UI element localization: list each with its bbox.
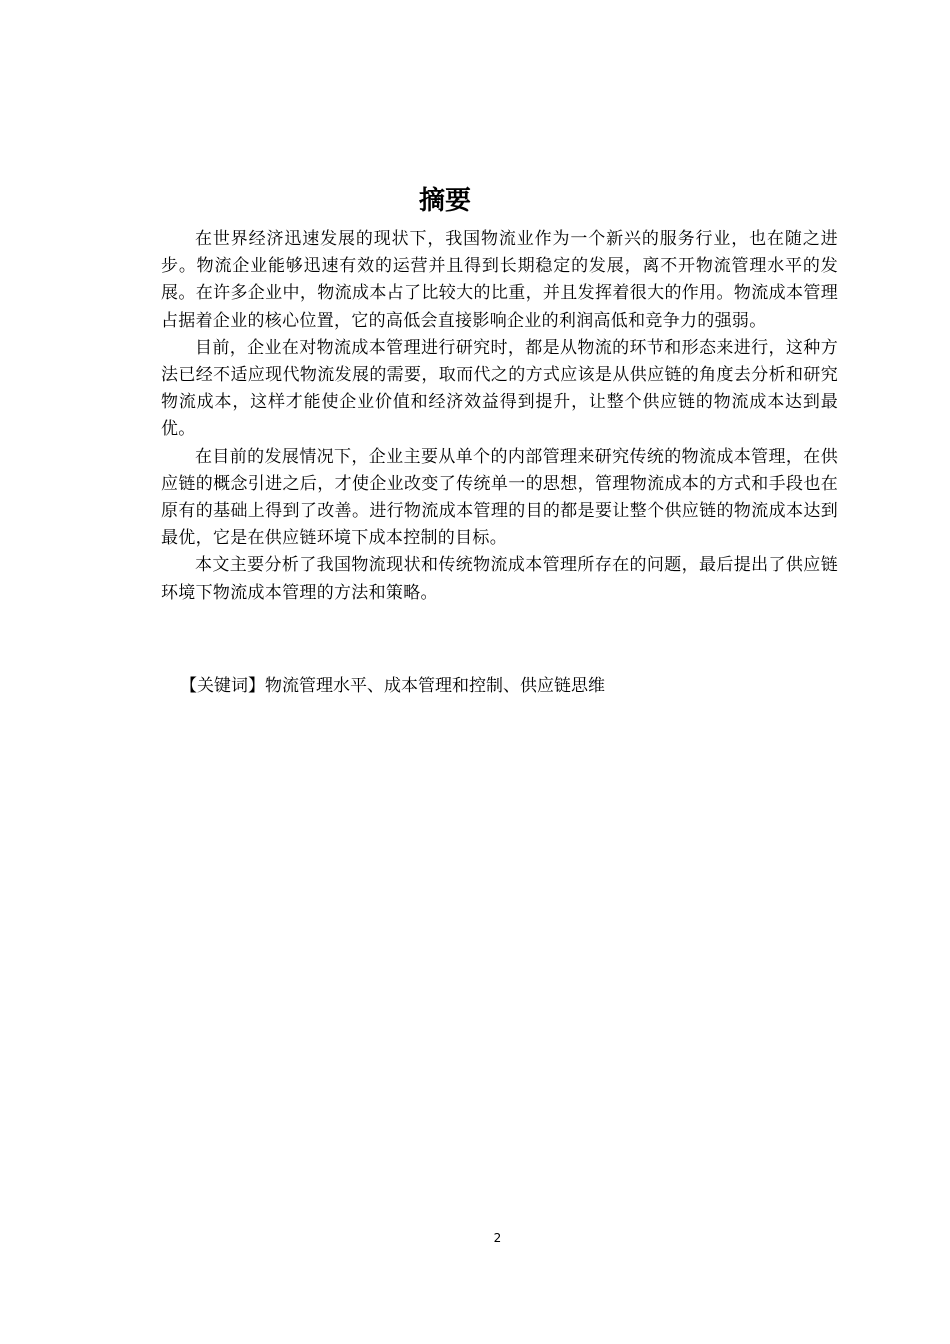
abstract-paragraph: 本文主要分析了我国物流现状和传统物流成本管理所存在的问题，最后提出了供应链环境下物流成本管理的方法和策略。 xyxy=(161,555,838,603)
abstract-title: 摘要 xyxy=(418,186,471,216)
abstract-paragraph: 在世界经济迅速发展的现状下，我国物流业作为一个新兴的服务行业，也在随之进步。物流企业能够迅速有效的运营并且得到长期稳定的发展，离不开物流管理水平的发展。在许多企业中，物流成本占了比较大的比重，并且发挥着很大的作用。物流成本管理占据着企业的核心位置，它的高低会直接影响企业的利润高低和竞争力的强弱。 xyxy=(161,229,838,331)
page-number: 2 xyxy=(493,1231,502,1245)
abstract-paragraph: 目前，企业在对物流成本管理进行研究时，都是从物流的环节和形态来进行，这种方法已经不适应现代物流发展的需要，取而代之的方式应该是从供应链的角度去分析和研究物流成本，这样才能使企业价值和经济效益得到提升，让整个供应链的物流成本达到最优。 xyxy=(161,337,838,440)
keywords-line: 【关键词】物流管理水平、成本管理和控制、供应链思维 xyxy=(180,676,605,696)
abstract-paragraph: 在目前的发展情况下，企业主要从单个的内部管理来研究传统的物流成本管理，在供应链的概念引进之后，才使企业改变了传统单一的思想，管理物流成本的方式和手段也在原有的基础上得到了改善。进行物流成本管理的目的都是要让整个供应链的物流成本达到最优，它是在供应链环境下成本控制的目标。 xyxy=(161,446,838,549)
abstract-body xyxy=(161,226,838,607)
